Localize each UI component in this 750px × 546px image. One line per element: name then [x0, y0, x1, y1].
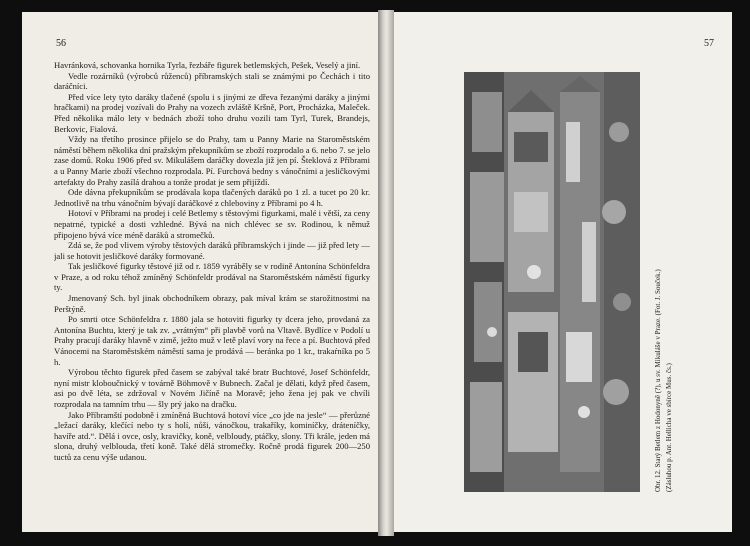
paragraph: Jmenovaný Sch. byl jinak obchodníkem obrazy, pak míval krám se starožitnostmi na Perštýně. [54, 293, 370, 314]
figure-caption-line: (Zásluhou p. Ant. Hellicha ve sbírce Mus. čs.) [665, 363, 673, 492]
nativity-scene-photo [464, 72, 640, 492]
paragraph: Ode dávna překupníkům se prodávala kopa tlačených daráků po 1 zl. a tucet po 20 kr. Jednotlivě na trhu vánočním bývají daráčkové z chlebovinу z Příbrami po 4 h. [54, 187, 370, 208]
paragraph: Havránková, schovanka hornika Tyrla, řezbáře figurek betlemských, Pešek, Veselý a jiní. [54, 60, 361, 70]
paragraph: Vedle rozárníků (výrobců růženců) příbramských stali se známými po Čechách i tito daráčníci. [54, 70, 370, 92]
paragraph: Po smrti otce Schönfeldra r. 1880 jala se hotoviti figurky ty dcera jeho, provdaná za Antonína Buchtu, který je tak zv. „vrátným“ při plavbě vorů na Vltavě. Bydlíce v Podolí u Prahy pracují daráky hlavně v zimě, ježto muž v letě plaví vory na řece a pí. Buchtová před Vánocemi na Staroměstském náměstí sama je prodává — beránka po 1 kr., trakaŕníka po 5 h. [54, 314, 370, 367]
paragraph: Jako Příbramští podobně i zmíněná Buchtová hotoví více „co jde na jesle“ — přerůzné „ležací daráky, klečící nebo ty s holí, nůši, vánočkou, trakaříky, kominíčky, dráteníčky, havíře atd.“. Dělá i ovce, osly, kravičky, koně, velblouđy, ptáčky, slony. Tři krále, jeden má slona, druhý velblouda, třetí koně. Také dělá stromečky. Ročně prodá figurek 200—250 tuctů za cenu výše udanou. [54, 409, 370, 462]
paragraph: Zdá se, že pod vlivem výroby těstových daráků příbramských i jinde — již před lety — jali se hotovit jesličkové daráky formované. [54, 240, 370, 261]
paragraph: Vždy na třetího prosince přijelo se do Prahy, tam u Panny Marie na Staroměstském náměstí během několika dní pražským překupníkům se zboží rozprodalo a 6. nebo 7. se jelo zase domů. Roku 1906 před sv. Mikulášem daráčky dovezla již jen pí. Šteklová z Příbrami a u Panny Marie zboží všechno rozprodala. Pí. Furchová bedny s vánočními a jesličkovými artefakty do Prahy zasílá drahou a tonže prodat je sem přijíždí. [54, 134, 370, 187]
right-page-number: 57 [704, 38, 714, 49]
figure-caption-line: Obr. 12. Starý Betlem z Hodonyně (?), u sv. Mikuláše v Praze. (Fot. J. Souček.) [654, 269, 662, 492]
paragraph: Hotoví v Příbrami na prodej i celé Betlemy s těstovými figurkami, malé i větší, za ceny nepatrné, typické a dosti vzhledné. Bývá na nich chlévec se sv. Rodinou, k němuž připojeno bývá více méně daráků a stromečků. [54, 208, 370, 240]
paragraph: Před více lety tyto daráky tlačené (spolu i s jinými ze dřeva řezanými daráky a jinými hračkami) na prodej vozívali do Prahy na vozech zvláště Kršně, Port, Procházka, Maleček. Před několika málo lety v bednách zboží toho druhu vozili tam Tyrl, Turek, Brandejs, Berkovic, Fialová. [54, 91, 370, 134]
paragraph: Tak jesličkové figurky těstové již od r. 1859 vyráběly se v rodině Antonína Schönfeldra v Praze, a od roku téhož zmíněný Schönfeldr prodával na Staroměstském náměstí figurky ty. [54, 261, 370, 293]
book-gutter [378, 10, 394, 536]
left-page-text [54, 60, 370, 515]
paragraph: Výrobou těchto figurek před časem se zabýval také bratr Buchtové, Josef Schönfeldr, nyní mistr kloboučnický v továrně Böhmově v Bubnech. Začal je dělati, když před časem, asi po dvě léta, se zdržoval v Novém Jičíně na Moravě; jeho žena jej pak ve chvíli rozprodala na tamním trhu — šly prý jako na dračku. [54, 367, 370, 409]
figure-caption [648, 72, 678, 492]
nativity-scene-illustration [464, 72, 640, 492]
left-page-number: 56 [56, 38, 66, 49]
